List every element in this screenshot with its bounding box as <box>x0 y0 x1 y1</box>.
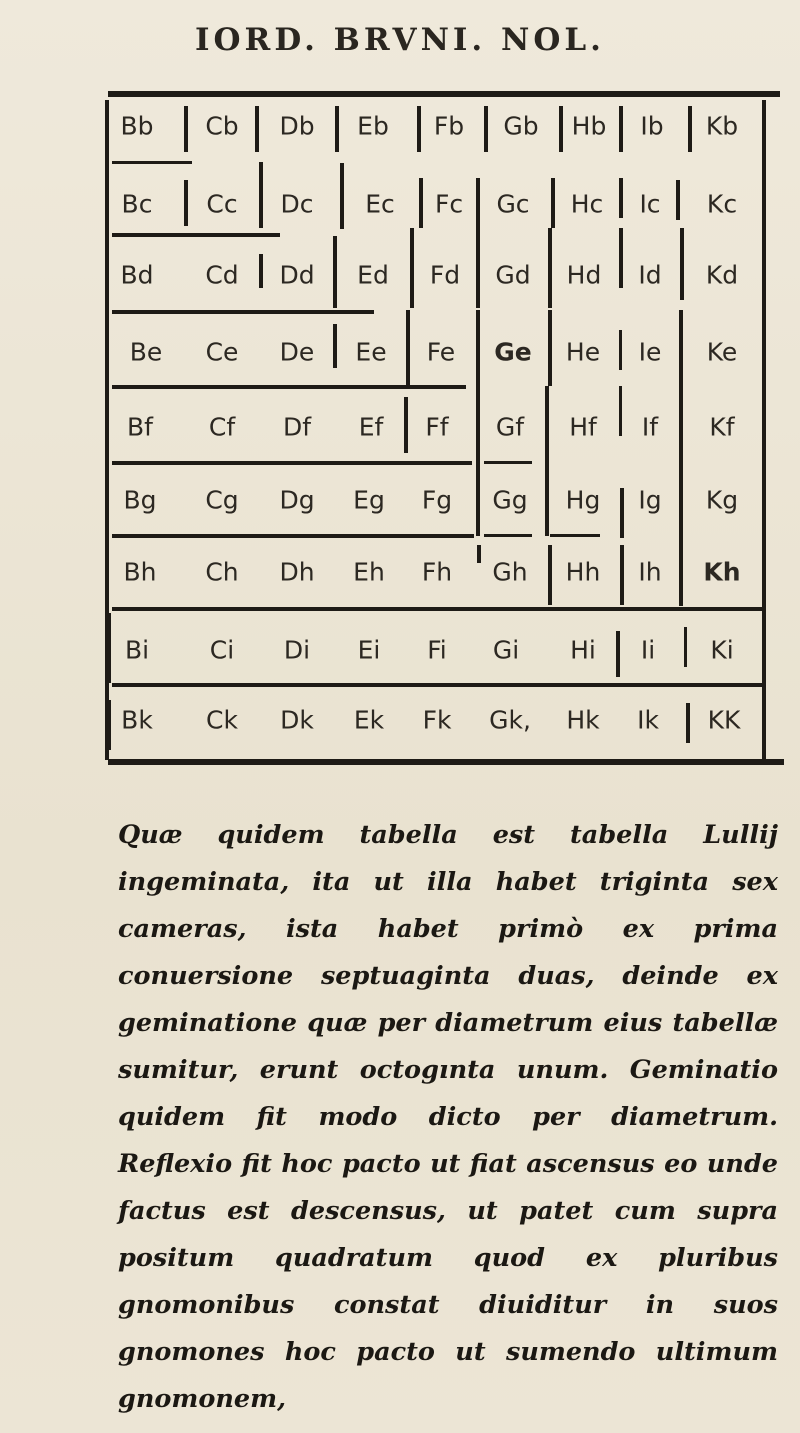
cell-gd: Gd <box>495 260 531 290</box>
cell-fg: Fg <box>421 485 453 515</box>
cell-bh: Bh <box>123 557 157 587</box>
cell-dd: Dd <box>279 260 315 290</box>
cell-ek: Ek <box>353 705 385 735</box>
cell-fh: Fh <box>421 557 453 587</box>
cell-dh: Dh <box>279 557 315 587</box>
cell-dc: Dc <box>280 189 314 219</box>
cell-hb: Hb <box>571 111 607 141</box>
top-rule <box>108 91 780 97</box>
cell-ck: Ck <box>206 705 238 735</box>
cell-eh: Eh <box>353 557 385 587</box>
cell-eg: Eg <box>353 485 385 515</box>
cell-ke: Ke <box>706 337 738 367</box>
cell-hg: Hg <box>565 485 601 515</box>
cell-ie: Ie <box>638 337 662 367</box>
cell-ch: Ch <box>205 557 239 587</box>
cell-ff: Ff <box>425 412 449 442</box>
cell-ee: Ee <box>355 337 387 367</box>
cell-ed: Ed <box>357 260 389 290</box>
cell-db: Db <box>279 111 315 141</box>
right-rule <box>762 100 766 760</box>
cell-hc: Hc <box>570 189 604 219</box>
cell-ge: Ge <box>494 337 532 367</box>
cell-dk: Dk <box>280 705 314 735</box>
cell-fk: Fk <box>422 705 452 735</box>
cell-kc: Kc <box>706 189 738 219</box>
cell-kf: Kf <box>709 412 735 442</box>
cell-cg: Cg <box>205 485 239 515</box>
cell-cd: Cd <box>205 260 239 290</box>
cell-gk: Gk, <box>489 705 531 735</box>
bottom-rule <box>108 759 784 765</box>
cell-hf: Hf <box>569 412 597 442</box>
cell-fd: Fd <box>429 260 461 290</box>
cell-ii: Ii <box>640 635 656 665</box>
cell-gb: Gb <box>503 111 539 141</box>
cell-kg: Kg <box>705 485 739 515</box>
cell-fb: Fb <box>433 111 465 141</box>
cell-cb: Cb <box>205 111 239 141</box>
paragraph-text: Quæ quidem tabella est tabella Lullij ingeminata, ita ut illa habet triginta sex cameras, ista habet primò ex prima conuersione septuaginta duas, deinde ex geminatione quæ per diametrum eius tabellæ sumitur, erunt octogınta unum. Geminatio quidem fit modo dicto per diametrum. Reflexio fit hoc pacto ut fiat ascensus eo unde factus est descensus, ut patet cum supra positum quadratum quod ex pluribus gnomonibus constat diuiditur in suos gnomones hoc pacto ut sumendo ultimum gnomonem, <box>118 820 778 1414</box>
cell-ib: Ib <box>640 111 664 141</box>
cell-gi: Gi <box>492 635 520 665</box>
cell-df: Df <box>282 412 312 442</box>
cell-de: De <box>279 337 315 367</box>
cell-hk: Hk <box>566 705 600 735</box>
cell-bi: Bi <box>124 635 150 665</box>
cell-kh: Kh <box>703 557 741 587</box>
cell-he: He <box>565 337 601 367</box>
cell-fi: Fi <box>427 635 447 665</box>
cell-gh: Gh <box>492 557 528 587</box>
cell-gf: Gf <box>495 412 525 442</box>
cell-be: Be <box>129 337 163 367</box>
cell-bk: Bk <box>121 705 153 735</box>
cell-bd: Bd <box>120 260 154 290</box>
cell-bb: Bb <box>120 111 154 141</box>
cell-ki: Ki <box>710 635 734 665</box>
cell-fe: Fe <box>426 337 456 367</box>
cell-bc: Bc <box>121 189 153 219</box>
cell-ik: Ik <box>637 705 659 735</box>
cell-if: If <box>641 412 659 442</box>
cell-bf: Bf <box>127 412 153 442</box>
cell-hh: Hh <box>565 557 601 587</box>
cell-bg: Bg <box>123 485 157 515</box>
gnomon-verticals <box>107 106 692 750</box>
cell-cf: Cf <box>208 412 236 442</box>
running-header: IORD. BRVNI. NOL. <box>195 22 605 58</box>
cell-gg: Gg <box>492 485 528 515</box>
cell-eb: Eb <box>357 111 389 141</box>
cell-ig: Ig <box>638 485 662 515</box>
cell-kd: Kd <box>705 260 739 290</box>
cell-dg: Dg <box>279 485 315 515</box>
cell-gc: Gc <box>496 189 530 219</box>
cell-hi: Hi <box>570 635 596 665</box>
cell-ei: Ei <box>357 635 381 665</box>
cell-hd: Hd <box>566 260 602 290</box>
cell-fc: Fc <box>434 189 464 219</box>
cell-ci: Ci <box>209 635 235 665</box>
cell-id: Id <box>638 260 662 290</box>
cell-ec: Ec <box>365 189 395 219</box>
cell-ef: Ef <box>358 412 384 442</box>
body-paragraph <box>118 812 778 1423</box>
cell-di: Di <box>283 635 311 665</box>
cell-cc: Cc <box>206 189 238 219</box>
cell-kb: Kb <box>705 111 739 141</box>
cell-ic: Ic <box>639 189 661 219</box>
cell-kk: KK <box>707 705 741 735</box>
cell-ih: Ih <box>638 557 662 587</box>
cell-ce: Ce <box>205 337 239 367</box>
